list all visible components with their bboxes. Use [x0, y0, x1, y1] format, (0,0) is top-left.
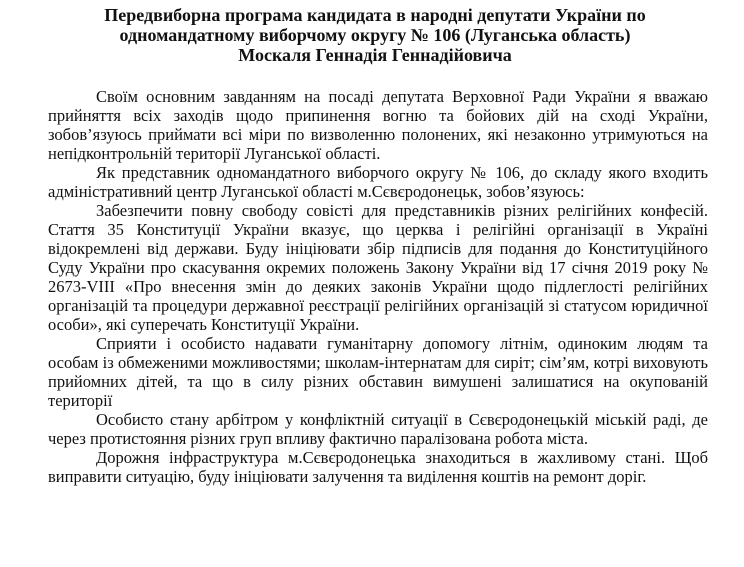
paragraph-road-infrastructure: Дорожня інфраструктура м.Сєвєродонецька знаходиться в жахливому стані. Щоб виправити ситуацію, буду ініціювати залучення та виділення коштів на ремонт доріг.: [48, 448, 708, 486]
document-body: [48, 87, 708, 486]
paragraph-humanitarian-aid: Сприяти і особисто надавати гуманітарну допомогу літнім, одиноким людям та особам із обмеженими можливостями; школам-інтернатам для сиріт; сім’ям, котрі виховують прийомних дітей, та що в силу різних обставин вимушені залишатися на окупованій території: [48, 334, 708, 410]
paragraph-city-council-arbitration: Особисто стану арбітром у конфліктній ситуації в Сєвєродонецькій міській раді, де через протистояння різних груп впливу фактично паралізована робота міста.: [48, 410, 708, 448]
title-line-2: одномандатному виборчому округу № 106 (Луганська область): [119, 25, 631, 45]
paragraph-religious-freedom: Забезпечити повну свободу совісті для представників різних релігійних конфесій. Стаття 35 Конституції України вказує, що церква і релігійні організації в Україні відокремлені від держави. Буду ініціювати збір підписів для подання до Конституційного Суду України про скасування окремих положень Закону України від 17 січня 2019 року № 2673-VIII «Про внесення змін до деяких законів України щодо підлеглості релігійних організацій та процедури державної реєстрації релігійних організацій зі статусом юридичної особи», які суперечать Конституції України.: [48, 201, 708, 334]
title-line-3: Москаля Геннадія Геннадійовича: [238, 45, 512, 65]
paragraph-district-commitment: Як представник одномандатного виборчого округу № 106, до складу якого входить адміністративний центр Луганської області м.Сєвєродонецьк, зобов’язуюсь:: [48, 163, 708, 201]
title-line-1: Передвиборна програма кандидата в народні депутати України по: [104, 5, 646, 25]
paragraph-ceasefire: Своїм основним завданням на посаді депутата Верховної Ради України я вважаю прийняття всіх заходів щодо припинення вогню та бойових дій на сході України, зобов’язуюсь приймати всі міри по визволенню полонених, які незаконно утримуються на непідконтрольній території Луганської області.: [48, 87, 708, 163]
